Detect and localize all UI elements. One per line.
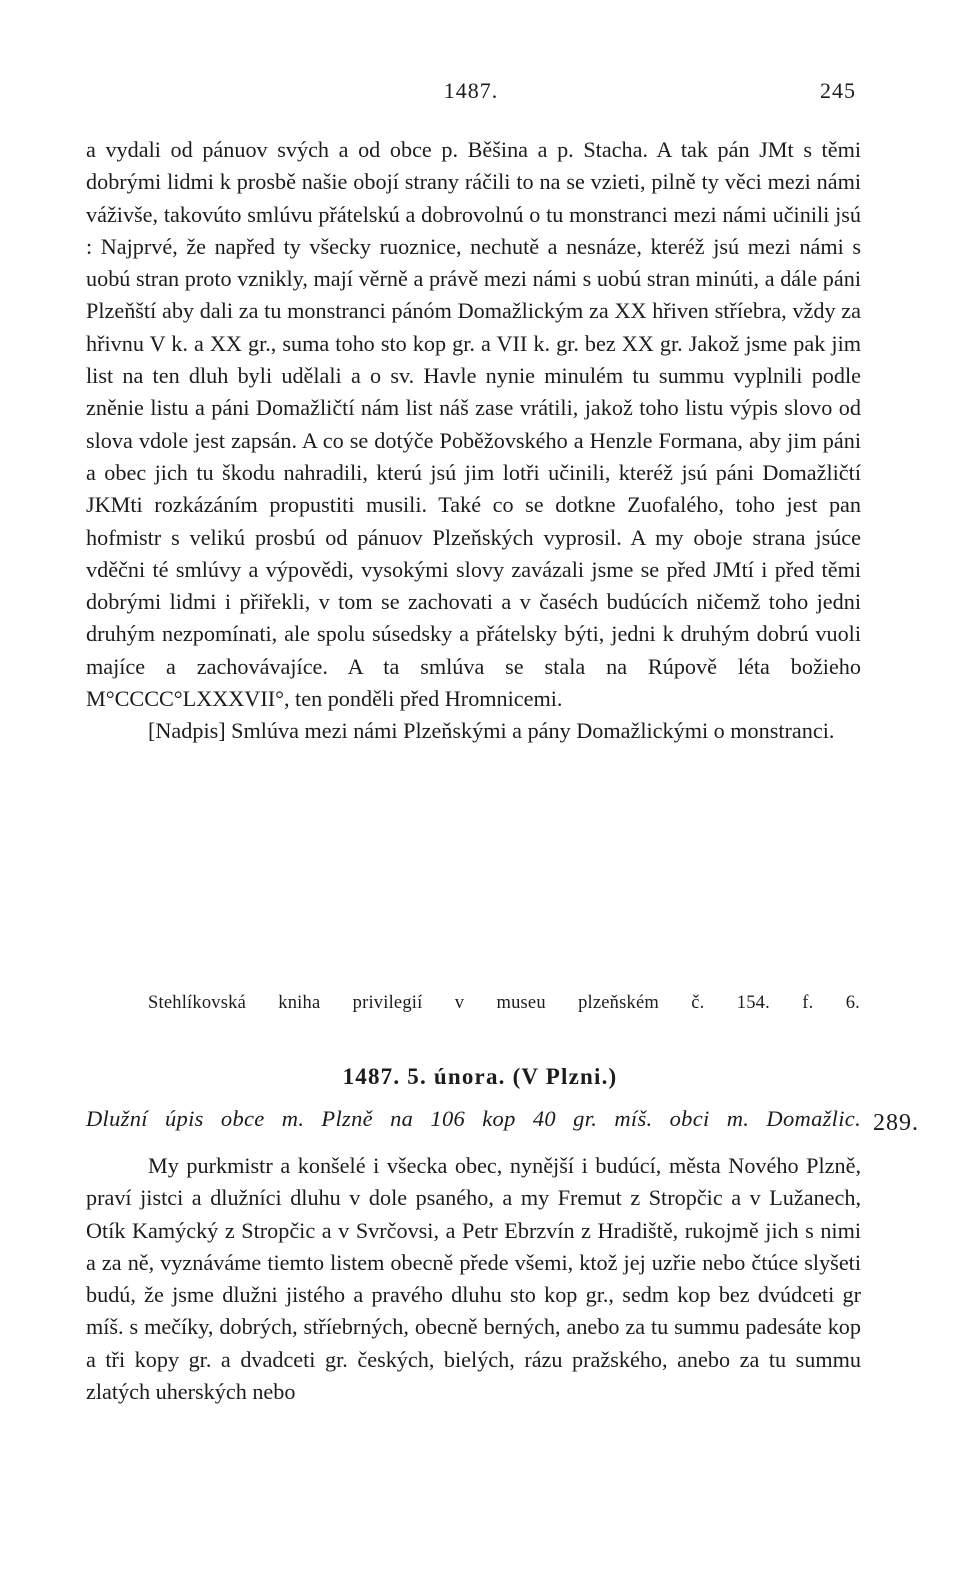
- continued-text-block: [86, 134, 861, 748]
- running-head: [86, 78, 856, 102]
- debt-deed-paragraph: My purkmistr a konšelé i všecka obec, nynější i budúcí, města Nového Plzně, praví jistci a dlužníci dluhu v dole psaného, a my Fremut z Stropčic a v Lužanech, Otík Kamýcký z Stropčic a v Svrčovsi, a Petr Ebrzvín z Hradiště, rukojmě jich s nimi a za ně, vyznáváme tiemto listem obecně přede všemi, ktož jej uzřie nebo čtúce slyšeti budú, že jsme dlužni jistého a pravého dluhu sto kop gr., sedm kop bez dvúdceti gr míš. s mečíky, dobrých, stříebrných, obecně berných, anebo za tu summu padesáte kop a tři kopy gr. a dvadceti gr. českých, bielých, rázu pražského, anebo za tu summu zlatých uherských nebo: [86, 1153, 861, 1405]
- agreement-paragraph: a vydali od pánuov svých a od obce p. Běšina a p. Stacha. A tak pán JMt s těmi dobrými lidmi k prosbě našie obojí strany ráčili to na se vzieti, pilně ty věci mezi námi váživše, takovúto smlúvu přátelskú a dobrovolnú o tu monstranci mezi námi učinili jsú : Najprvé, že napřed ty všecky ruoznice, nechutě a nesnáze, kteréž jsú mezi námi s uobú stran proto vznikly, mají věrně a právě mezi námi s uobú stran minúti, a dále páni Plzeňští aby dali za tu monstranci pánóm Domažlickým za XX hřiven stříebra, vždy za hřivnu V k. a XX gr., suma toho sto kop gr. a VII k. gr. bez XX gr. Jakož jsme pak jim list na ten dluh byli udělali a o sv. Havle nynie minulém tu summu vyplnili podle zněnie listu a páni Domažličtí nám list náš zase vrátili, jakož toho listu výpis slovo od slova vdole jest zapsán. A co se dotýče Poběžovského a Henzle Formana, aby jim páni a obec jich tu škodu nahradili, kterú jsú jim lotři učinili, kteréž jsú páni Domažličtí JKMti rozkázáním propustiti musili. Také co se dotkne Zuofalého, toho jest pan hofmistr s velikú prosbú od pánuov Plzeňských vyprosil. A my oboje strana jsúce vděčni té smlúvy a výpovědi, vysokými slovy zavázali jsme se před JMtí i před těmi dobrými lidmi i přiřekli, v tom se zachovati a v časéch budúcích ničemž toho jedni druhým nezpomínati, ale spolu súsedsky a přátelsky býti, jedni k druhým dobrú vuoli majíce a zachovávajíce. A ta smlúva se stala na Rúpově léta božieho M°CCCC°LXXXVII°, ten ponděli před Hromnicemi.: [86, 137, 861, 712]
- heading-note-paragraph: [Nadpis] Smlúva mezi námi Plzeňskými a pány Domažlickými o monstranci.: [148, 718, 835, 744]
- document-number: 289.: [873, 1110, 919, 1136]
- page-number: 245: [820, 78, 856, 103]
- document-text-block: [86, 1150, 861, 1408]
- source-citation: Stehlíkovská kniha privilegií v museu plzeňském č. 154. f. 6.: [148, 993, 860, 1013]
- document-date-heading: 1487. 5. února. (V Plzni.): [342, 1064, 618, 1089]
- running-head-year: 1487.: [443, 78, 499, 103]
- document-regest: Dlužní úpis obce m. Plzně na 106 kop 40 gr. míš. obci m. Domažlic.: [86, 1106, 861, 1131]
